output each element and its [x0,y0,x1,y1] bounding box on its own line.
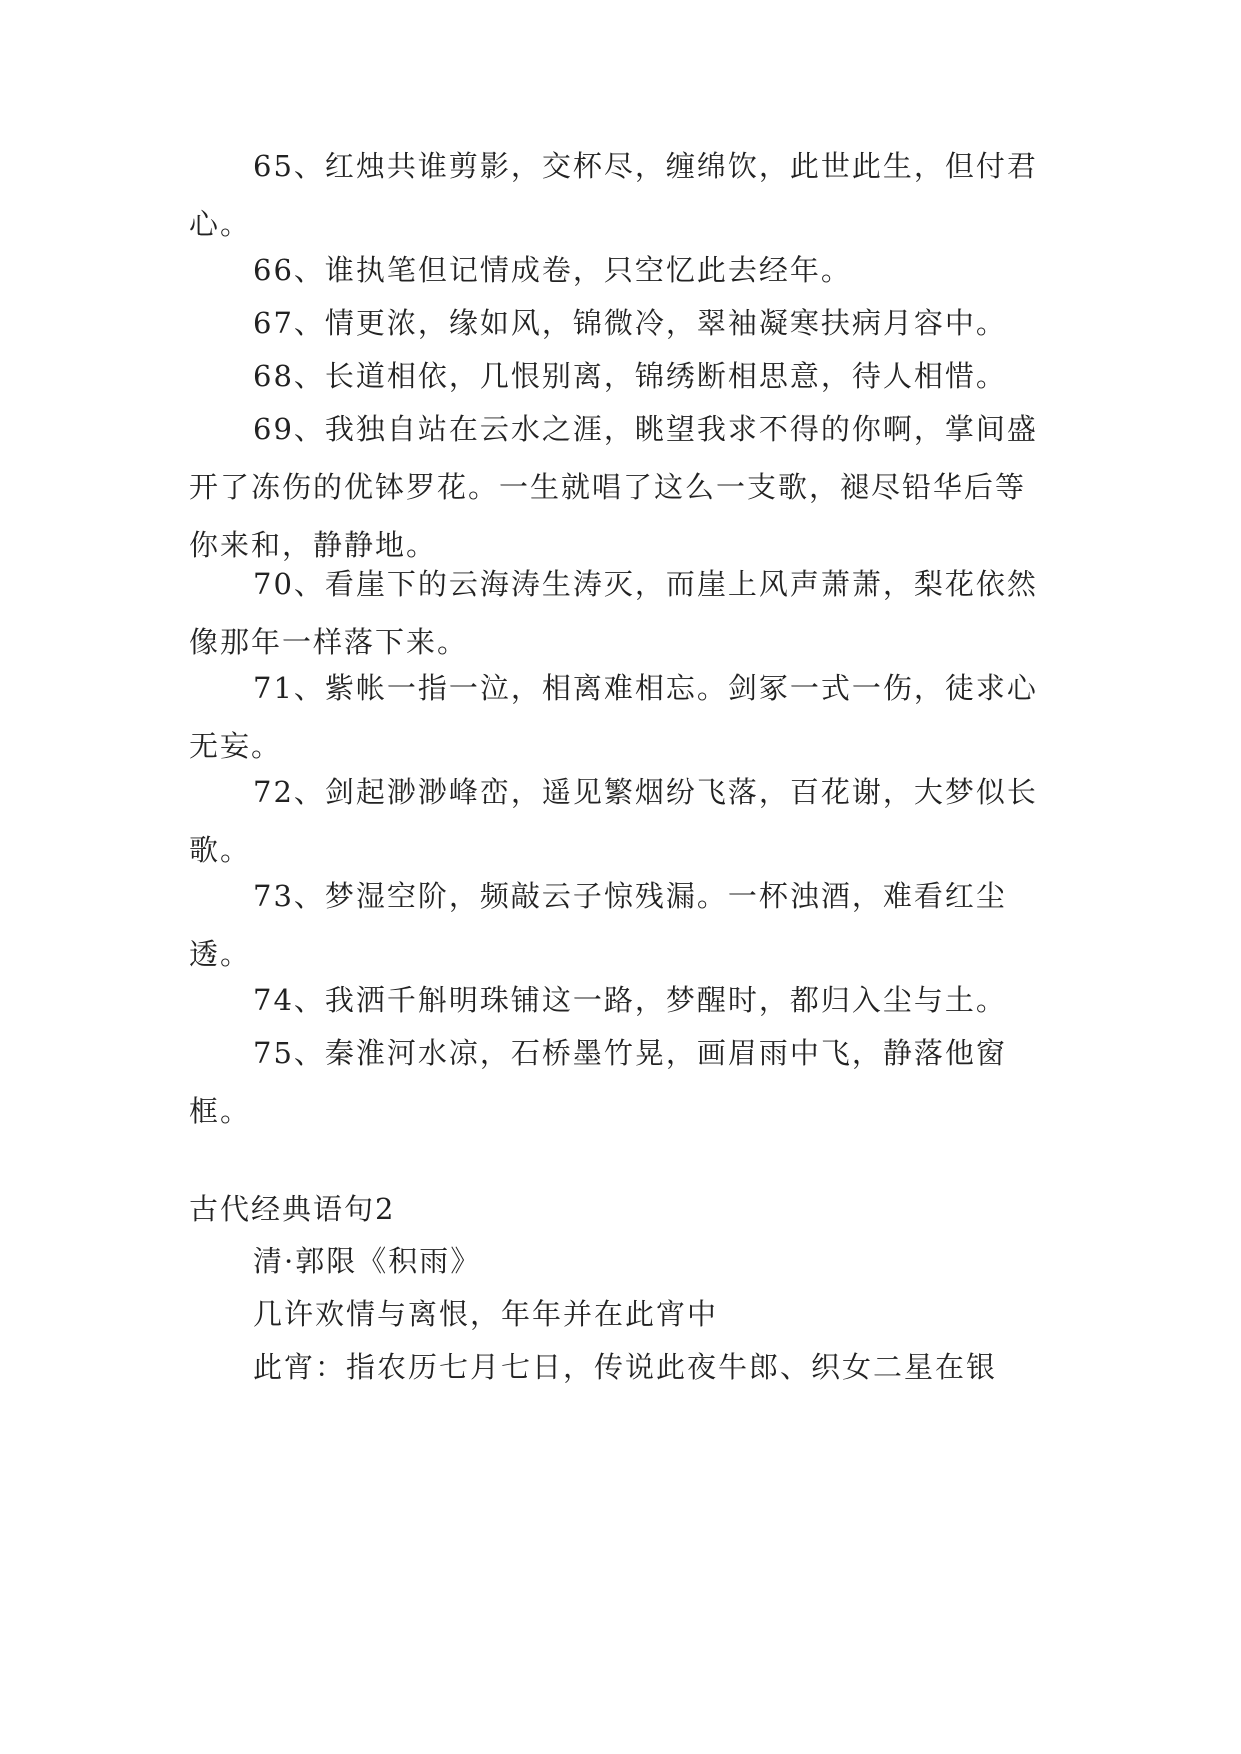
quote-65: 65、红烛共谁剪影，交杯尽，缠绵饮，此世此生，但付君心。 [189,149,1038,241]
poem-line: 几许欢情与离恨，年年并在此宵中 [253,1297,719,1331]
quote-75: 75、秦淮河水凉，石桥墨竹晃，画眉雨中飞，静落他窗框。 [189,1036,1007,1128]
quote-69: 69、我独自站在云水之涯，眺望我求不得的你啊，掌间盛开了冻伤的优钵罗花。一生就唱了这么一支歌，褪尽铅华后等你来和，静静地。 [189,412,1038,562]
section-heading: 古代经典语句2 [189,1192,396,1226]
quote-68: 68、长道相依，几恨别离，锦绣断相思意，待人相惜。 [253,359,1007,393]
poem-note: 此宵：指农历七月七日，传说此夜牛郎、织女二星在银 [253,1350,998,1384]
quote-72: 72、剑起渺渺峰峦，遥见繁烟纷飞落，百花谢，大梦似长歌。 [189,775,1038,867]
quote-66: 66、谁执笔但记情成卷，只空忆此去经年。 [253,253,852,287]
quote-67: 67、情更浓，缘如风，锦微冷，翠袖凝寒扶病月容中。 [253,306,1007,340]
quote-70: 70、看崖下的云海涛生涛灭，而崖上风声萧萧，梨花依然像那年一样落下来。 [189,567,1038,659]
quote-73: 73、梦湿空阶，频敲云子惊残漏。一杯浊酒，难看红尘透。 [189,879,1007,971]
poem-source: 清·郭限《积雨》 [253,1244,482,1278]
quote-74: 74、我洒千斛明珠铺这一路，梦醒时，都归入尘与土。 [253,983,1007,1017]
quote-71: 71、紫帐一指一泣，相离难相忘。剑冢一式一伤，徒求心无妄。 [189,671,1038,763]
